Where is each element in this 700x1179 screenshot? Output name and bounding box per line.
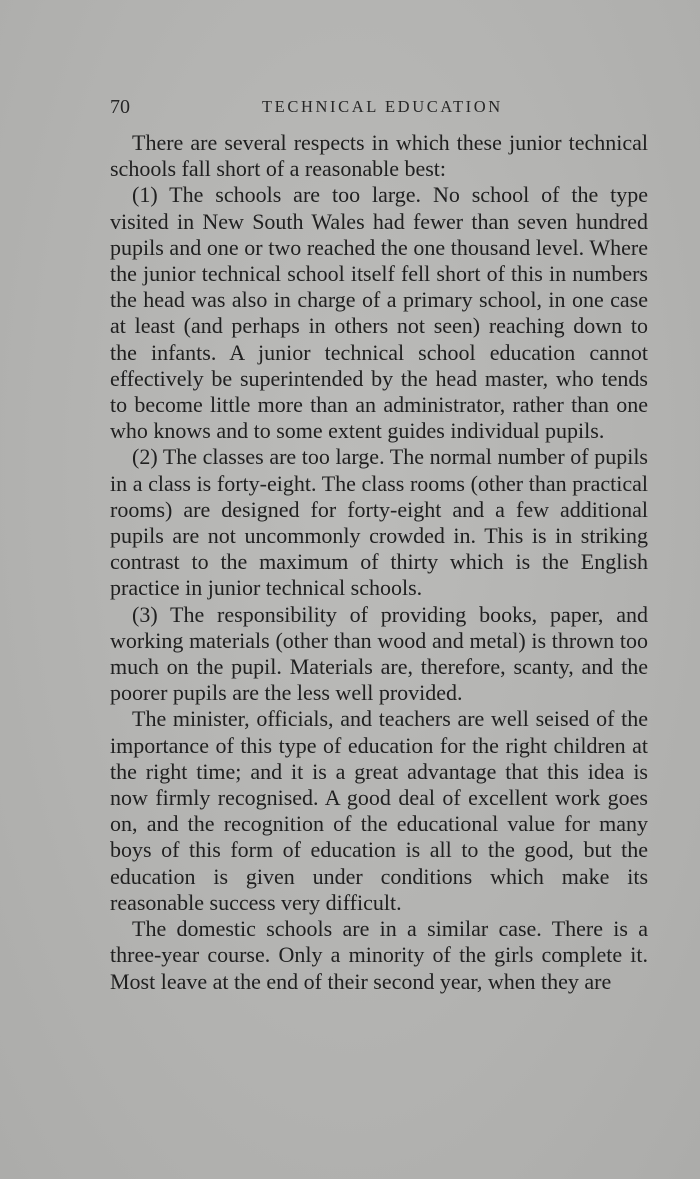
- paragraph-point-1: (1) The schools are too large. No school of the type visited in New South Wales had fewer than seven hundred pupils and one or two reached the one thousand level. Where the junior technical school itself fell short of this in numbers the head was also in charge of a primary school, in one case at least (and perhaps in others not seen) reaching down to the infants. A junior technical school education cannot effectively be superintended by the head master, who tends to become little more than an administrator, rather than one who knows and to some extent guides individual pupils.: [110, 182, 648, 444]
- page-number: 70: [110, 96, 130, 118]
- paragraph-summary: The minister, officials, and teachers are well seised of the importance of this type of education for the right children at the right time; and it is a great advantage that this idea is now firmly recognised. A good deal of excellent work goes on, and the recognition of the educational value for many boys of this form of education is all to the good, but the education is given under conditions which make its reasonable success very difficult.: [110, 706, 648, 915]
- running-head: [110, 92, 650, 122]
- paragraph-intro: There are several respects in which these junior technical schools fall short of a reasonable best:: [110, 130, 648, 182]
- body-text: [110, 130, 648, 995]
- paragraph-point-3: (3) The responsibility of providing books, paper, and working materials (other than wood and metal) is thrown too much on the pupil. Materials are, therefore, scanty, and the poorer pupils are the less well provided.: [110, 601, 648, 706]
- paragraph-domestic-schools: The domestic schools are in a similar case. There is a three-year course. Only a minority of the girls complete it. Most leave at the end of their second year, when they are: [110, 916, 648, 994]
- running-title: TECHNICAL EDUCATION: [262, 97, 503, 116]
- paragraph-point-2: (2) The classes are too large. The normal number of pupils in a class is forty-eight. The class rooms (other than practical rooms) are designed for forty-eight and a few additional pupils are not uncommonly crowded in. This is in striking contrast to the maximum of thirty which is the English practice in junior technical schools.: [110, 444, 648, 601]
